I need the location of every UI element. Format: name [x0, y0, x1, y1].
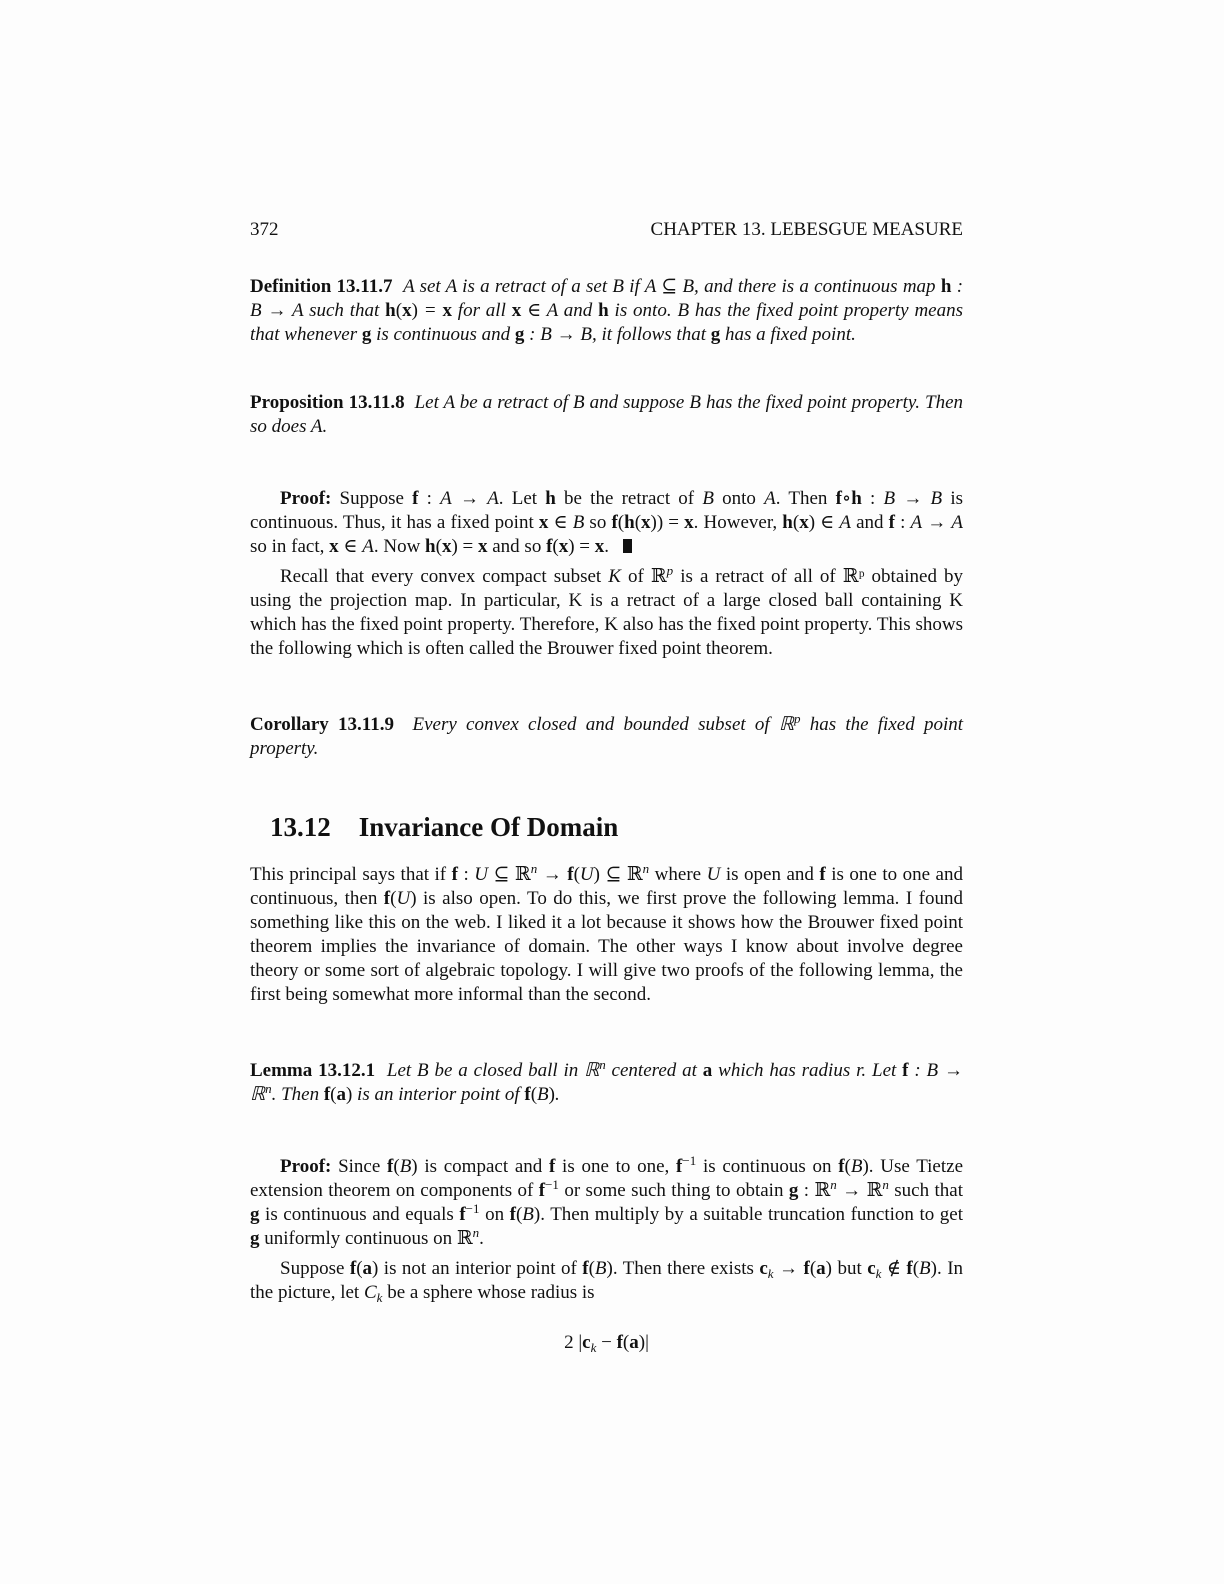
- proof-label: Proof:: [280, 488, 332, 509]
- corollary-13-11-9: [250, 713, 963, 761]
- definition-text: A set A is a retract of a set B if A ⊆ B, and there is a continuous map h : B → A such that h(x) = x for all x ∈ A and h is onto. B has the fixed point property means that whenever g is continuous and g : B → B, it follows that g has a fixed point.: [250, 276, 964, 345]
- running-head: [250, 218, 963, 242]
- proposition-13-11-8: [250, 391, 963, 439]
- page-number: 372: [250, 219, 279, 240]
- lemma-13-12-1: [250, 1059, 963, 1107]
- intro-paragraph: This principal says that if f : U ⊆ ℝ$^n$ → f(U) ⊆ ℝ$^n$ where U is open and f is one to one and continuous, then f(U) is also open. To do this, we first prove the following lemma. I found something like this on the web. I liked it a lot because it shows how the Brouwer fixed point theorem implies the invariance of domain. The other ways I know about involve degree theory or some sort of algebraic topology. I will give two proofs of the following lemma, the first being somewhat more informal than the second.: [250, 861, 963, 1005]
- recall-paragraph-text: is a retract of all of ℝᵖ obtained by using the projection map. In particular, K is a retract of a large closed ball containing K which has the fixed point property. Therefore, K also has the fixed point property. This shows the following which is often called the Brouwer fixed point theorem.: [250, 566, 964, 659]
- chapter-title: CHAPTER 13. LEBESGUE MEASURE: [650, 219, 963, 240]
- section-heading: [270, 811, 963, 843]
- definition-label: Definition 13.11.7: [250, 276, 393, 297]
- intro-paragraph-text: is also open. To do this, we first prove the following lemma. I found something like this on the web. I liked it a lot because it shows how the Brouwer fixed point theorem implies the invariance of domain. The other ways I know about involve degree theory or some sort of algebraic topology. I will give two proofs of the following lemma, the first being somewhat more informal than the second.: [250, 888, 963, 1005]
- definition-13-11-7: [250, 275, 963, 347]
- proof2-label: Proof:: [280, 1156, 332, 1177]
- qed-mark: [623, 539, 632, 553]
- page: [250, 218, 963, 1355]
- proposition-text: Let A be a retract of B and suppose B has the fixed point property. Then so does A.: [250, 392, 964, 437]
- proposition-label: Proposition 13.11.8: [250, 392, 405, 413]
- corollary-text: Every convex closed and bounded subset of ℝ$^p$ has the fixed point property.: [250, 711, 963, 759]
- suppose-paragraph: Suppose f(a) is not an interior point of f(B). Then there exists $c_k \to f(a)$ but $c_k$ ∉ f(B). In the picture, let $C_k$ be a sphere whose radius is: [250, 1258, 964, 1305]
- display-equation: 2 $|c_k - f(a)|$: [564, 1332, 649, 1355]
- recall-paragraph: Recall that every convex compact subset K of ℝ$^p$ is a retract of all of ℝᵖ obtained by using the projection map. In particular, K is a retract of a large closed ball containing K which has the fixed point property. Therefore, K also has the fixed point property. This shows the following which is often called the Brouwer fixed point theorem.: [250, 563, 964, 659]
- proof-paragraph: Proof: Suppose f : A → A. Let h be the retract of B onto A. Then f∘h : B → B is continuous. Thus, it has a fixed point x ∈ B so f(h(x)) = x. However, h(x) ∈ A and f : A → A so in fact, x ∈ A. Now h(x) = x and so f(x) = x.: [250, 488, 964, 557]
- proof2-paragraph: Proof: Since f(B) is compact and f is one to one, $f^{-1}$ is continuous on f(B). Use Tietze extension theorem on components of $f^{-1}$ or some such thing to obtain g : ℝ$^n$ → ℝ$^n$ such that g is continuous and equals $f^{-1}$ on f(B). Then multiply by a suitable truncation function to get g uniformly continuous on ℝ$^n$.: [250, 1153, 964, 1249]
- corollary-label: Corollary 13.11.9: [250, 714, 394, 735]
- lemma-label: Lemma 13.12.1: [250, 1060, 376, 1081]
- section-title: Invariance Of Domain: [358, 812, 619, 842]
- section-number: 13.12: [270, 812, 331, 842]
- lemma-text: Let B be a closed ball in ℝ$^n$ centered at a which has radius r. Let f : B → ℝ$^n$. Then f(a) is an interior point of f(B).: [250, 1057, 964, 1105]
